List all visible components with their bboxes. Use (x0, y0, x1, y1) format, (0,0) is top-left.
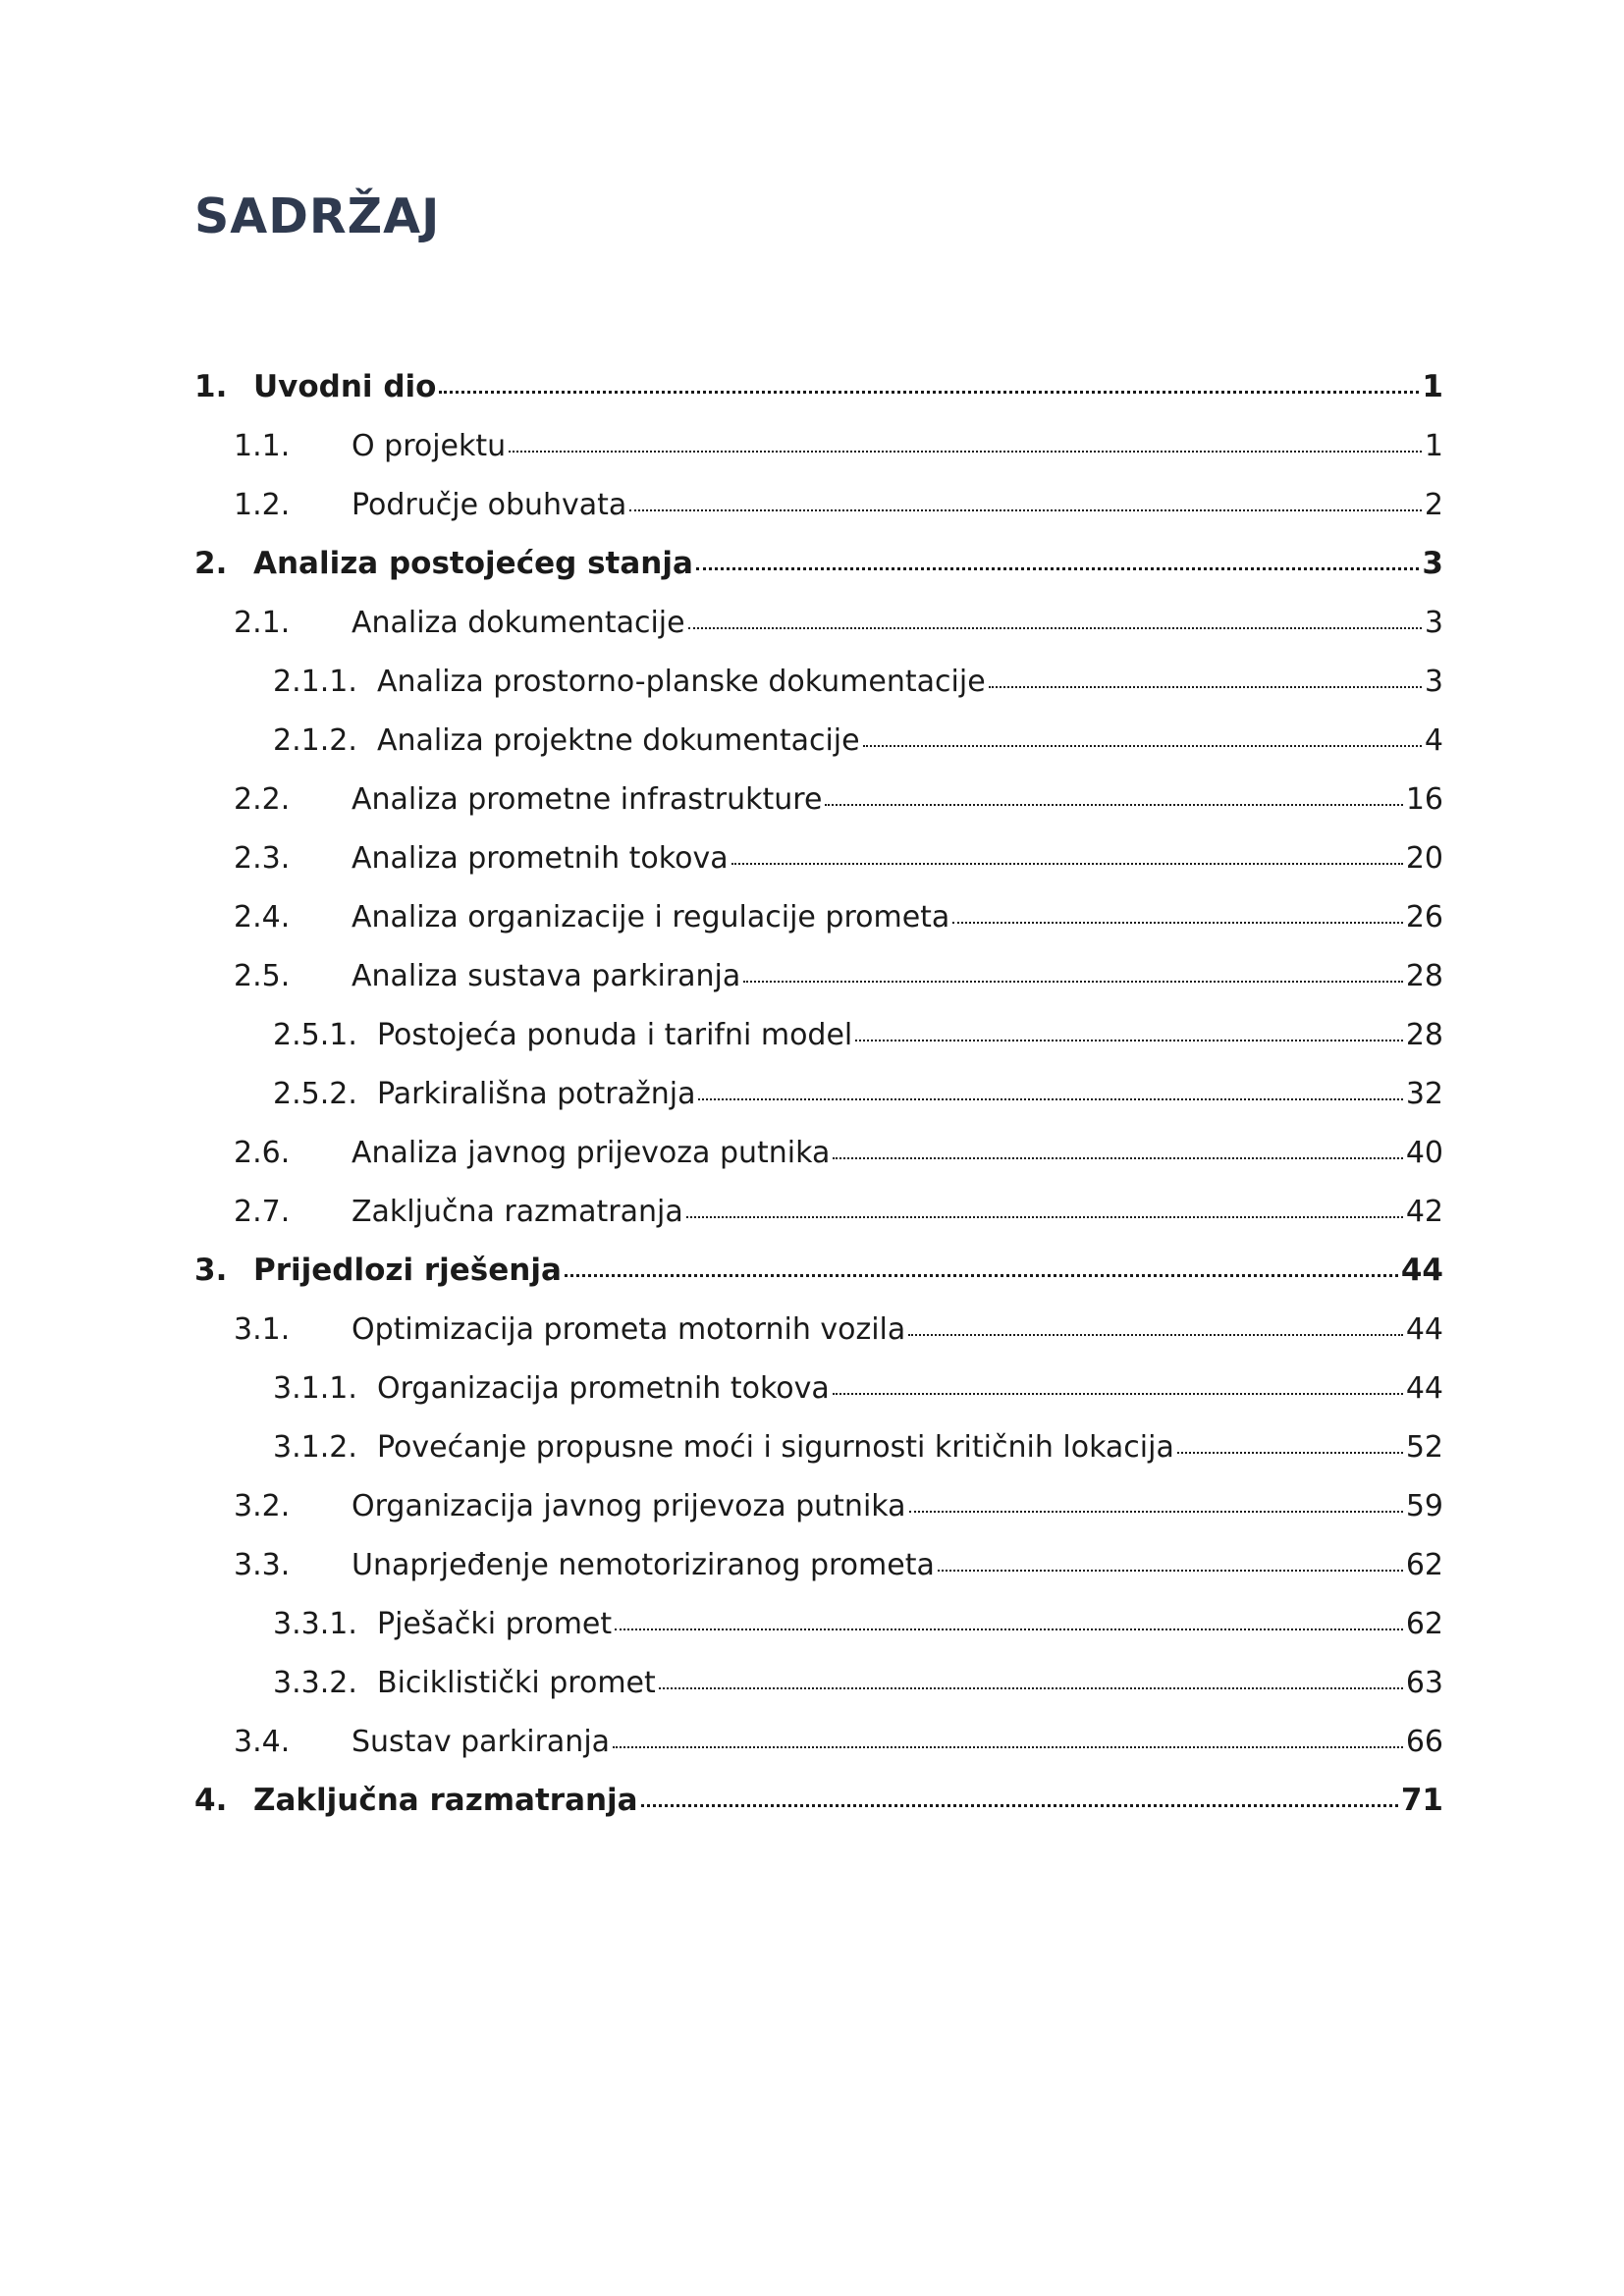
toc-entry-label: Zaključna razmatranja (352, 1194, 683, 1229)
toc-entry-number: 2.2. (234, 781, 291, 817)
toc-entry[interactable] (194, 1417, 1443, 1476)
dot-leader (659, 1687, 1403, 1689)
toc-entry-number: 3.3.2. (273, 1665, 357, 1700)
toc-entry-page: 3 (1422, 546, 1443, 581)
toc-entry-number: 2.1. (234, 605, 291, 640)
toc-entry[interactable] (194, 1123, 1443, 1182)
toc-entry-label: Organizacija prometnih tokova (377, 1370, 830, 1406)
dot-leader (855, 1040, 1403, 1041)
toc-entry[interactable] (194, 475, 1443, 534)
toc-entry-page: 71 (1400, 1783, 1443, 1818)
table-of-contents (194, 357, 1443, 1830)
toc-entry-page: 42 (1405, 1194, 1443, 1229)
toc-entry-page: 1 (1424, 428, 1443, 463)
toc-entry[interactable] (194, 534, 1443, 593)
dot-leader (989, 686, 1422, 688)
toc-entry-number: 3.1.1. (273, 1370, 357, 1406)
dot-leader (833, 1157, 1402, 1159)
toc-entry-number: 2.1.2. (273, 722, 357, 758)
toc-entry[interactable] (194, 1712, 1443, 1771)
toc-entry[interactable] (194, 770, 1443, 828)
toc-entry-number: 3.1. (234, 1311, 291, 1347)
dot-leader (509, 451, 1422, 453)
toc-entry[interactable] (194, 1182, 1443, 1241)
toc-entry-number: 3.3.1. (273, 1606, 357, 1641)
toc-entry-label: Analiza projektne dokumentacije (377, 722, 860, 758)
toc-entry-label: Parkirališna potražnja (377, 1076, 696, 1111)
toc-entry-page: 63 (1405, 1665, 1443, 1700)
toc-entry-label: Analiza dokumentacije (352, 605, 685, 640)
toc-entry-number: 2.3. (234, 840, 291, 876)
toc-entry-page: 4 (1424, 722, 1443, 758)
toc-entry[interactable] (194, 1241, 1443, 1300)
toc-entry[interactable] (194, 652, 1443, 711)
toc-entry-number: 1. (194, 369, 228, 404)
dot-leader (696, 567, 1420, 570)
dot-leader (686, 1216, 1403, 1218)
toc-entry-label: Postojeća ponuda i tarifni model (377, 1017, 853, 1052)
dot-leader (938, 1570, 1403, 1572)
toc-entry-label: Analiza prostorno-planske dokumentacije (377, 664, 986, 699)
toc-entry-number: 2.6. (234, 1135, 291, 1170)
toc-entry-label: Analiza sustava parkiranja (352, 958, 741, 993)
toc-entry-number: 3.2. (234, 1488, 291, 1523)
toc-entry-page: 26 (1405, 899, 1443, 934)
toc-entry-label: Pješački promet (377, 1606, 613, 1641)
toc-entry-label: Uvodni dio (253, 369, 437, 404)
toc-entry-label: O projektu (352, 428, 507, 463)
toc-entry-number: 3.1.2. (273, 1429, 357, 1465)
toc-entry-label: Zaključna razmatranja (253, 1783, 638, 1818)
toc-entry-page: 62 (1405, 1606, 1443, 1641)
dot-leader (565, 1274, 1398, 1277)
toc-entry-label: Optimizacija prometa motornih vozila (352, 1311, 906, 1347)
toc-entry-label: Analiza organizacije i regulacije prometa (352, 899, 950, 934)
toc-entry[interactable] (194, 593, 1443, 652)
toc-entry[interactable] (194, 711, 1443, 770)
toc-entry[interactable] (194, 1771, 1443, 1830)
toc-entry-page: 16 (1405, 781, 1443, 817)
toc-entry-page: 32 (1405, 1076, 1443, 1111)
toc-entry-label: Sustav parkiranja (352, 1724, 611, 1759)
toc-entry-number: 3. (194, 1253, 228, 1288)
toc-entry-number: 1.1. (234, 428, 291, 463)
toc-entry-page: 28 (1405, 1017, 1443, 1052)
dot-leader (909, 1511, 1403, 1513)
dot-leader (698, 1098, 1402, 1100)
toc-entry-page: 44 (1400, 1253, 1443, 1288)
dot-leader (641, 1804, 1398, 1807)
toc-entry-number: 3.3. (234, 1547, 291, 1582)
dot-leader (615, 1629, 1403, 1630)
toc-entry-page: 66 (1405, 1724, 1443, 1759)
toc-entry[interactable] (194, 1535, 1443, 1594)
toc-entry-label: Analiza postojećeg stanja (253, 546, 693, 581)
toc-entry-number: 1.2. (234, 487, 291, 522)
toc-entry[interactable] (194, 1005, 1443, 1064)
dot-leader (825, 804, 1402, 806)
toc-entry[interactable] (194, 887, 1443, 946)
toc-entry-label: Područje obuhvata (352, 487, 627, 522)
toc-entry[interactable] (194, 1064, 1443, 1123)
toc-entry-page: 20 (1405, 840, 1443, 876)
toc-entry-page: 40 (1405, 1135, 1443, 1170)
toc-entry-page: 44 (1405, 1370, 1443, 1406)
toc-entry[interactable] (194, 1653, 1443, 1712)
toc-entry-number: 2.4. (234, 899, 291, 934)
toc-entry-page: 59 (1405, 1488, 1443, 1523)
dot-leader (952, 922, 1402, 924)
toc-entry-number: 4. (194, 1783, 228, 1818)
toc-entry-page: 1 (1422, 369, 1443, 404)
toc-entry[interactable] (194, 1476, 1443, 1535)
dot-leader (613, 1746, 1403, 1748)
toc-entry[interactable] (194, 946, 1443, 1005)
toc-entry-label: Prijedlozi rješenja (253, 1253, 562, 1288)
toc-entry-label: Biciklistički promet (377, 1665, 656, 1700)
dot-leader (629, 509, 1422, 511)
toc-entry-page: 28 (1405, 958, 1443, 993)
dot-leader (439, 391, 1419, 394)
toc-entry-number: 2.1.1. (273, 664, 357, 699)
toc-entry-page: 44 (1405, 1311, 1443, 1347)
toc-entry-page: 62 (1405, 1547, 1443, 1582)
dot-leader (688, 627, 1422, 629)
toc-entry-number: 2. (194, 546, 228, 581)
toc-entry-label: Analiza prometnih tokova (352, 840, 729, 876)
dot-leader (1177, 1452, 1403, 1454)
toc-entry[interactable] (194, 1594, 1443, 1653)
toc-entry[interactable] (194, 1300, 1443, 1359)
dot-leader (833, 1393, 1403, 1395)
toc-entry[interactable] (194, 416, 1443, 475)
toc-entry-number: 2.7. (234, 1194, 291, 1229)
toc-entry-label: Unaprjeđenje nemotoriziranog prometa (352, 1547, 935, 1582)
toc-entry-label: Povećanje propusne moći i sigurnosti kritičnih lokacija (377, 1429, 1174, 1465)
dot-leader (863, 745, 1422, 747)
dot-leader (908, 1334, 1403, 1336)
toc-entry[interactable] (194, 828, 1443, 887)
toc-entry-page: 3 (1424, 664, 1443, 699)
toc-entry-page: 3 (1424, 605, 1443, 640)
dot-leader (743, 981, 1403, 983)
toc-entry-page: 2 (1424, 487, 1443, 522)
dot-leader (731, 863, 1403, 865)
toc-entry[interactable] (194, 357, 1443, 416)
toc-entry-label: Organizacija javnog prijevoza putnika (352, 1488, 906, 1523)
toc-entry[interactable] (194, 1359, 1443, 1417)
page-title: SADRŽAJ (194, 188, 441, 244)
toc-entry-number: 2.5.2. (273, 1076, 357, 1111)
toc-entry-label: Analiza prometne infrastrukture (352, 781, 823, 817)
toc-entry-page: 52 (1405, 1429, 1443, 1465)
toc-entry-number: 2.5. (234, 958, 291, 993)
toc-entry-number: 2.5.1. (273, 1017, 357, 1052)
toc-entry-label: Analiza javnog prijevoza putnika (352, 1135, 831, 1170)
toc-entry-number: 3.4. (234, 1724, 291, 1759)
